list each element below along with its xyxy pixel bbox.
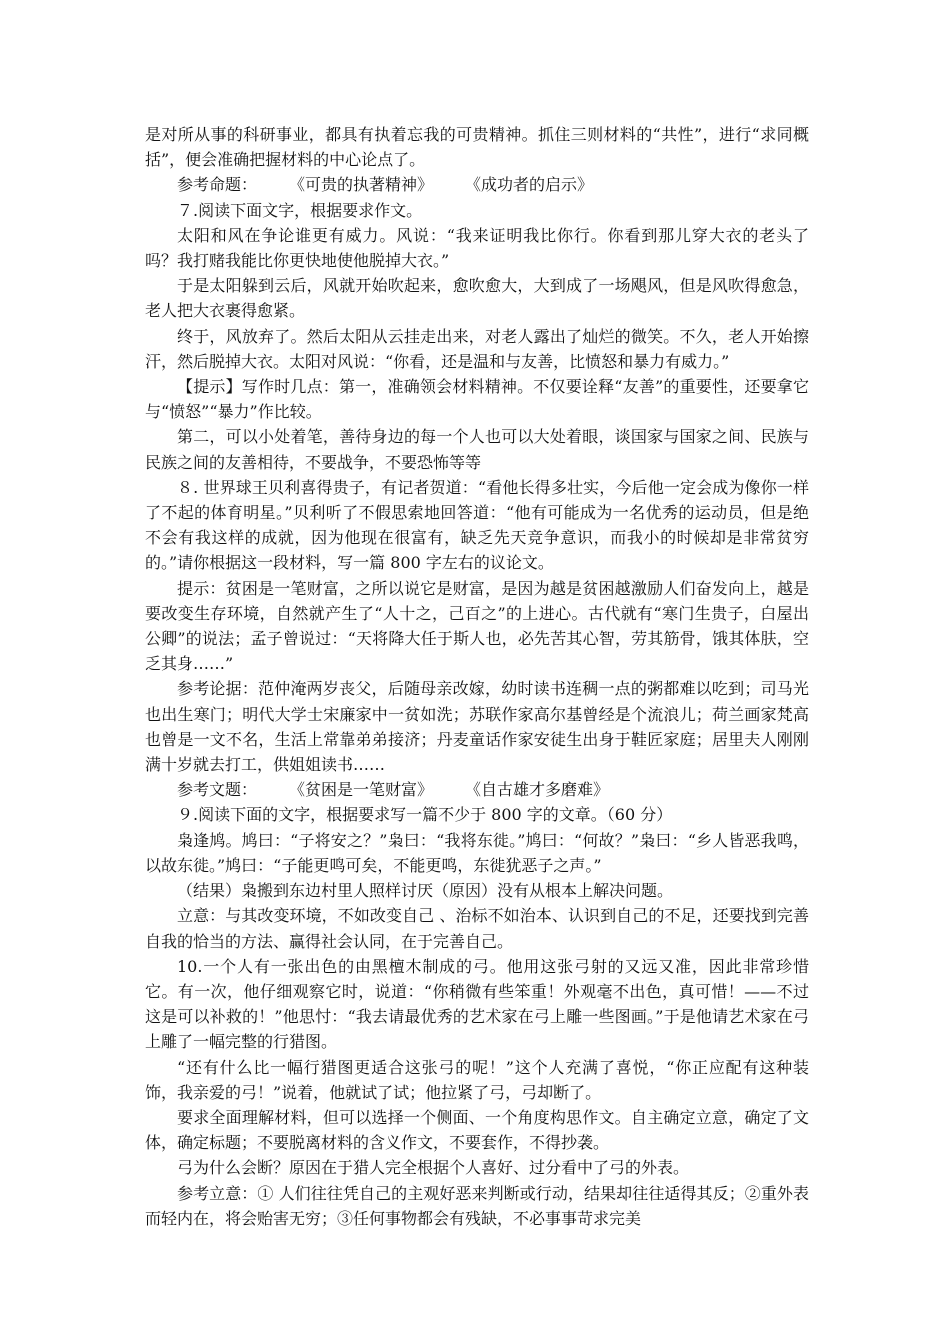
question-heading: ７.阅读下面文字，根据要求作文。 [177,200,423,220]
paragraph: 立意：与其改变环境，不如改变自己 、治标不如治本、认识到自己的不足，还要找到完善自我的恰当的方法、赢得社会认同，在于完善自己。 [145,906,809,951]
question-heading: ９.阅读下面的文字，根据要求写一篇不少于 800 字的文章。（60 分） [177,805,673,825]
question-heading: 10.一个人有一张出色的由黑檀木制成的弓。他用这张弓射的又远又准，因此非常珍惜它。有一次，他仔细观察它时，说道：“你稍微有些笨重！外观毫不出色，真可惜！——不过这是可以补救的！”他思忖：“我去请最优秀的艺术家在弓上雕一些图画。”于是他请艺术家在弓上雕了一幅完整的行猎图。 [145,956,809,1052]
question-heading: ８. 世界球王贝利喜得贵子，有记者贺道：“看他长得多壮实，今后他一定会成为像你一样了不起的体育明星。”贝利听了不假思索地回答道：“他有可能成为一名优秀的运动员，但是绝不会有我这样的成就，因为他现在很富有，缺乏先天竞争意识，而我小的时候却是非常贫穷的。”请你根据这一段材料，写一篇 800 字左右的议论文。 [145,477,809,573]
paragraph: 终于，风放弃了。然后太阳从云挂走出来，对老人露出了灿烂的微笑。不久，老人开始擦汗，然后脱掉大衣。太阳对风说：“你看，还是温和与友善，比愤怒和暴力有威力。” [145,326,809,371]
paragraph: 弓为什么会断？原因在于猎人完全根据个人喜好、过分看中了弓的外表。 [177,1158,690,1178]
paragraph: 参考命题： 《可贵的执著精神》 《成功者的启示》 [177,175,594,195]
paragraph: 参考论据：范仲淹两岁丧父，后随母亲改嫁，幼时读书连稠一点的粥都难以吃到；司马光也出生寒门；明代大学士宋廉家中一贫如洗；苏联作家高尔基曾经是个流浪儿；荷兰画家梵高也曾是一文不名，生活上常靠弟弟接济；丹麦童话作家安徒生出身于鞋匠家庭；居里夫人刚刚满十岁就去打工，供姐姐读书…… [145,679,809,775]
paragraph: （结果）枭搬到东边村里人照样讨厌（原因）没有从根本上解决问题。 [177,881,674,901]
paragraph: 太阳和风在争论谁更有威力。风说：“我来证明我比你行。你看到那儿穿大衣的老头了吗？我打赌我能比你更快地使他脱掉大衣。” [145,225,809,271]
document-page [145,122,809,1231]
paragraph: 参考立意：① 人们往往凭自己的主观好恶来判断或行动，结果却往往适得其反；②重外表而轻内在，将会贻害无穷；③任何事物都会有残缺，不必事事苛求完美 [145,1183,809,1228]
paragraph: 【提示】写作时几点：第一，准确领会材料精神。不仅要诠释“友善”的重要性，还要拿它与“愤怒”“暴力”作比较。 [145,377,809,422]
paragraph: 要求全面理解材料，但可以选择一个侧面、一个角度构思作文。自主确定立意，确定了文体，确定标题；不要脱离材料的含义作文，不要套作，不得抄袭。 [145,1107,809,1153]
paragraph: 是对所从事的科研事业，都具有执着忘我的可贵精神。抓住三则材料的“共性”，进行“求同概括”，便会准确把握材料的中心论点了。 [145,125,809,170]
paragraph: 提示：贫困是一笔财富，之所以说它是财富，是因为越是贫困越激励人们奋发向上，越是要改变生存环境，自然就产生了“人十之，己百之”的上进心。古代就有“寒门生贵子，白屋出公卿”的说法；孟子曾说过：“天将降大任于斯人也，必先苦其心智，劳其筋骨，饿其体肤，空乏其身……” [145,578,809,674]
paragraph: “还有什么比一幅行猎图更适合这张弓的呢！”这个人充满了喜悦，“你正应配有这种装饰，我亲爱的弓！”说着，他就试了试；他拉紧了弓，弓却断了。 [145,1057,809,1102]
paragraph: 枭逢鸠。鸠曰：“子将安之？”枭曰：“我将东徙。”鸠曰：“何故？”枭曰：“乡人皆恶我鸣，以故东徙。”鸠曰：“子能更鸣可矣，不能更鸣，东徙犹恶子之声。” [145,830,809,875]
paragraph: 参考文题： 《贫困是一笔财富》 《自古雄才多磨难》 [177,780,610,800]
paragraph: 于是太阳躲到云后，风就开始吹起来，愈吹愈大，大到成了一场飓风，但是风吹得愈急，老人把大衣裹得愈紧。 [145,276,809,321]
paragraph: 第二，可以小处着笔，善待身边的每一个人也可以大处着眼，谈国家与国家之间、民族与民族之间的友善相待，不要战争，不要恐怖等等 [145,427,809,472]
